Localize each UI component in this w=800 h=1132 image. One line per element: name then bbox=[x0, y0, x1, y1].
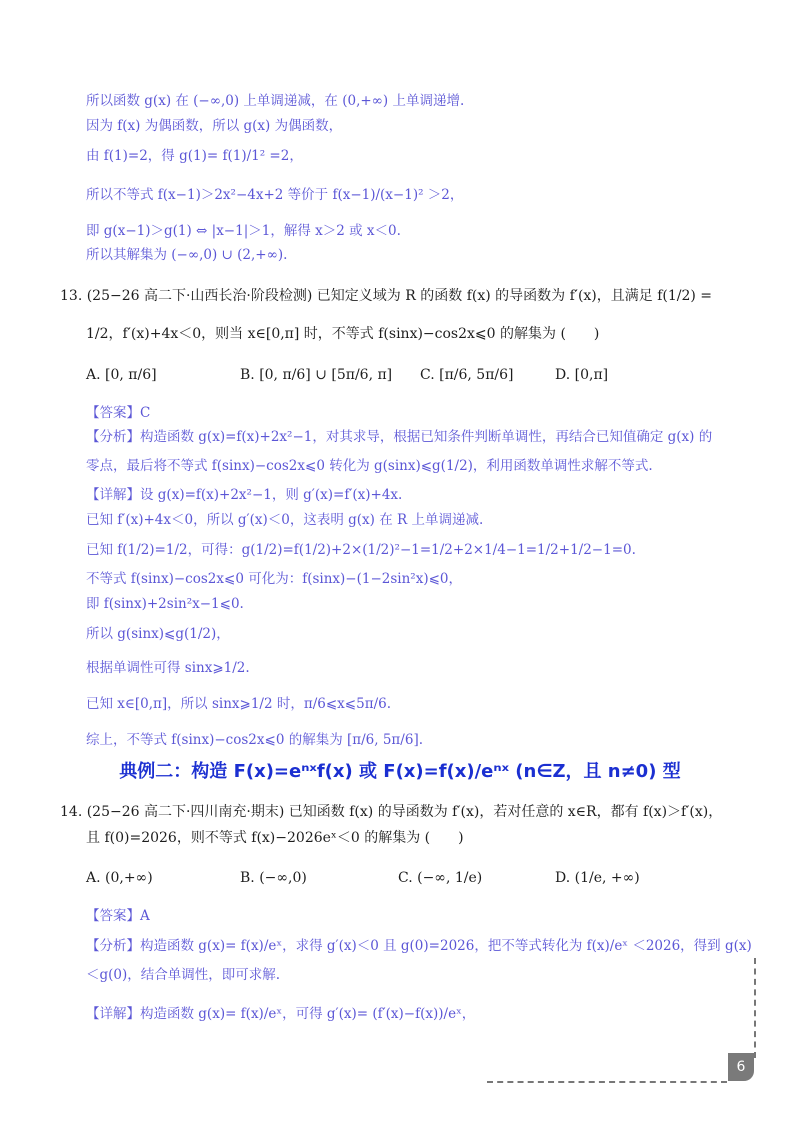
q13-detail-line2: 已知 f′(x)+4x＜0，所以 g′(x)＜0，这表明 g(x) 在 R 上单调递减. bbox=[86, 512, 484, 528]
section-heading: 典例二：构造 F(x)=eⁿˣf(x) 或 F(x)=f(x)/eⁿˣ (n∈Z，且 n≠0) 型 bbox=[119, 761, 681, 782]
q13-detail-line9: 综上，不等式 f(sinx)−cos2x⩽0 的解集为 [π/6, 5π/6]. bbox=[86, 732, 424, 748]
q13-option-d: D. [0,π] bbox=[555, 367, 609, 383]
solution12-line5: 即 g(x−1)＞g(1) ⇔ |x−1|＞1，解得 x＞2 或 x＜0. bbox=[86, 223, 401, 239]
q14-option-c: C. (−∞, 1/e) bbox=[398, 870, 483, 886]
solution12-line4: 所以不等式 f(x−1)＞2x²−4x+2 等价于 f(x−1)/(x−1)² ＞2， bbox=[86, 187, 464, 203]
q14-option-b: B. (−∞,0) bbox=[240, 870, 307, 886]
page-corner-dashed-horizontal bbox=[487, 1081, 727, 1083]
solution12-line2: 因为 f(x) 为偶函数，所以 g(x) 为偶函数， bbox=[86, 118, 343, 134]
q13-stem-line2: 1/2，f′(x)+4x＜0，则当 x∈[0,π] 时，不等式 f(sinx)−cos2x⩽0 的解集为 ( ) bbox=[86, 326, 600, 342]
solution12-line3: 由 f(1)=2，得 g(1)= f(1)/1² =2， bbox=[86, 148, 303, 164]
q13-analysis-line1: 【分析】构造函数 g(x)=f(x)+2x²−1，对其求导，根据已知条件判断单调性，再结合已知值确定 g(x) 的 bbox=[86, 429, 713, 445]
page-number: 6 bbox=[728, 1053, 754, 1081]
q14-stem-line2: 且 f(0)=2026，则不等式 f(x)−2026eˣ＜0 的解集为 ( ) bbox=[86, 830, 464, 846]
q13-option-a: A. [0, π/6] bbox=[86, 367, 157, 383]
q14-stem-line1: 14. (25−26 高二下·四川南充·期末) 已知函数 f(x) 的导函数为 f′(x)，若对任意的 x∈R，都有 f(x)＞f′(x)， bbox=[60, 804, 723, 820]
q13-detail-line8: 已知 x∈[0,π]，所以 sinx⩾1/2 时，π/6⩽x⩽5π/6. bbox=[86, 696, 391, 712]
q14-answer: 【答案】A bbox=[86, 908, 150, 924]
q13-stem-line1: 13. (25−26 高二下·山西长治·阶段检测) 已知定义域为 R 的函数 f(x) 的导函数为 f′(x)，且满足 f(1/2) = bbox=[60, 288, 713, 304]
q13-answer: 【答案】C bbox=[86, 405, 151, 421]
solution12-line1: 所以函数 g(x) 在 (−∞,0) 上单调递减，在 (0,+∞) 上单调递增. bbox=[86, 93, 465, 109]
q13-detail-line5: 即 f(sinx)+2sin²x−1⩽0. bbox=[86, 596, 244, 612]
q14-analysis-line2: ＜g(0)，结合单调性，即可求解. bbox=[86, 967, 281, 983]
q14-analysis-line1: 【分析】构造函数 g(x)= f(x)/eˣ，求得 g′(x)＜0 且 g(0)=2026，把不等式转化为 f(x)/eˣ ＜2026，得到 g(x) bbox=[86, 938, 752, 954]
q13-detail-line3: 已知 f(1/2)=1/2，可得：g(1/2)=f(1/2)+2×(1/2)²−1=1/2+2×1/4−1=1/2+1/2−1=0. bbox=[86, 542, 636, 558]
q13-detail-line6: 所以 g(sinx)⩽g(1/2)， bbox=[86, 626, 230, 642]
q13-detail-line4: 不等式 f(sinx)−cos2x⩽0 可化为：f(sinx)−(1−2sin²x)⩽0， bbox=[86, 571, 462, 587]
page-corner-dashed-vertical bbox=[754, 958, 756, 1058]
q13-option-c: C. [π/6, 5π/6] bbox=[420, 367, 514, 383]
q14-option-a: A. (0,+∞) bbox=[86, 870, 153, 886]
solution12-line6: 所以其解集为 (−∞,0) ∪ (2,+∞). bbox=[86, 247, 288, 263]
q13-detail-line7: 根据单调性可得 sinx⩾1/2. bbox=[86, 660, 250, 676]
q13-detail-line1: 【详解】设 g(x)=f(x)+2x²−1，则 g′(x)=f′(x)+4x. bbox=[86, 487, 403, 503]
q13-analysis-line2: 零点，最后将不等式 f(sinx)−cos2x⩽0 转化为 g(sinx)⩽g(1/2)，利用函数单调性求解不等式. bbox=[86, 458, 653, 474]
q14-option-d: D. (1/e, +∞) bbox=[555, 870, 640, 886]
q13-option-b: B. [0, π/6] ∪ [5π/6, π] bbox=[240, 367, 393, 383]
q14-detail-line1: 【详解】构造函数 g(x)= f(x)/eˣ，可得 g′(x)= (f′(x)−f(x))/eˣ， bbox=[86, 1006, 476, 1022]
